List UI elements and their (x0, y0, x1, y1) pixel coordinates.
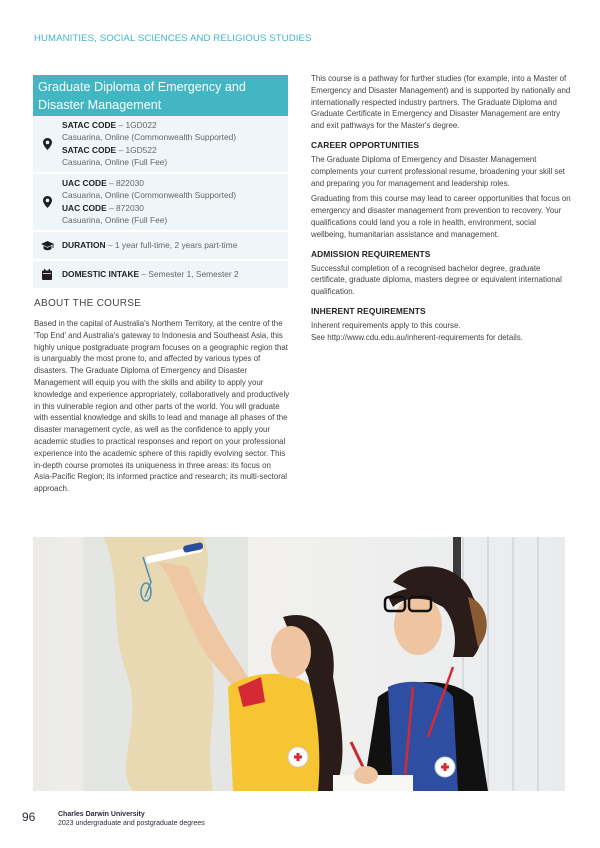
intake-row (33, 261, 288, 288)
duration-label: DURATION (62, 240, 106, 250)
separator: – (139, 269, 149, 279)
uac-codes-row (33, 174, 288, 230)
map-pin-icon (40, 195, 54, 209)
career-paragraph-1: The Graduate Diploma of Emergency and Disaster Management complements your current professional resume, broadening your skill set and preparing you for management and leadership roles. (311, 154, 565, 188)
uac-code: 822030 (115, 178, 144, 188)
about-heading: ABOUT THE COURSE (34, 298, 142, 309)
satac-entry-cs (62, 120, 236, 143)
satac-location: Casuarina, Online (Commonwealth Supported) (62, 132, 237, 142)
footer-publication: 2023 undergraduate and postgraduate degrees (58, 820, 205, 827)
satac-code: 1GD522 (125, 145, 157, 155)
career-heading: CAREER OPPORTUNITIES (311, 139, 420, 150)
inherent-line-2 (311, 332, 573, 344)
separator: – (106, 178, 116, 188)
satac-label: SATAC CODE (62, 145, 117, 155)
uac-label: UAC CODE (62, 203, 107, 213)
admission-paragraph: Successful completion of a recognised bachelor degree, graduate certificate, graduate diploma, masters degree or equivalent international qualification. (311, 263, 562, 297)
satac-code: 1GD022 (125, 120, 157, 130)
inherent-line-1: Inherent requirements apply to this course. (311, 320, 461, 330)
uac-entry-ff (62, 203, 236, 226)
inherent-suffix: for details. (484, 332, 523, 342)
uac-code: 872030 (115, 203, 144, 213)
course-title: Graduate Diploma of Emergency and Disaster Management (33, 75, 288, 116)
satac-codes-row (33, 116, 288, 172)
satac-entry-ff (62, 145, 236, 168)
photo-illustration (33, 537, 565, 791)
uac-location: Casuarina, Online (Commonwealth Supported) (62, 190, 237, 200)
section-title: HUMANITIES, SOCIAL SCIENCES AND RELIGIOUS STUDIES (34, 33, 312, 44)
calendar-icon (40, 268, 54, 282)
volunteers-photo (33, 537, 565, 791)
intro-paragraph: This course is a pathway for further studies (for example, into a Master of Emergency and Disaster Management) and is supported by nationally and internationally respected industry partners. The Graduate Diploma and Graduate Certificate in Emergency and Disaster Management are entry and exit pathways for the Master's degree. (311, 74, 571, 131)
uac-location: Casuarina, Online (Full Fee) (62, 215, 168, 225)
duration-row (33, 232, 288, 259)
inherent-prefix: See (311, 332, 328, 342)
separator: – (106, 203, 116, 213)
course-info-panel (33, 75, 288, 288)
page-number: 96 (22, 810, 36, 824)
graduation-cap-icon (40, 239, 54, 253)
about-body: Based in the capital of Australia's Northern Territory, at the centre of the 'Top End' and Australia's gateway to Indonesia and Southeast Asia, this highly unique postgraduate program focuses on a geographic region that is unarguably the most prone to, and affected by various types of disasters. The Graduate Diploma of Emergency and Disaster Management will equip you with the skills and ability to apply your knowledge and experience appropriately, collaboratively and productively in this vulnerable region and other parts of the world. You will graduate with essential knowledge and skills to lead and manage all phases of the disaster management cycle, as well as the confidence to apply your academic studies to practical responses and report on your professional experience into the academic sphere of this rapidly evolving sector. This in-depth course promotes its uniqueness in three areas: its focus on Asia-Pacific Region; its informed practice and research; its multi-sectoral approach. (34, 319, 290, 494)
satac-label: SATAC CODE (62, 120, 117, 130)
right-column (311, 73, 573, 344)
intake-value: Semester 1, Semester 2 (148, 269, 239, 279)
satac-location: Casuarina, Online (Full Fee) (62, 157, 168, 167)
duration-value: 1 year full-time, 2 years part-time (114, 240, 238, 250)
admission-heading: ADMISSION REQUIREMENTS (311, 248, 431, 259)
footer-university: Charles Darwin University (58, 811, 145, 818)
inherent-heading: INHERENT REQUIREMENTS (311, 305, 426, 316)
inherent-requirements-link[interactable]: http://www.cdu.edu.au/inherent-requirements (327, 332, 485, 342)
uac-label: UAC CODE (62, 178, 107, 188)
separator: – (116, 145, 126, 155)
career-paragraph-2: Graduating from this course may lead to career opportunities that focus on emergency and disaster management from prevention to recovery. Your qualifications could land you a role in health, environment, social wellbeing, humanitarian assistance and management. (311, 194, 571, 239)
footer-text (58, 810, 205, 828)
intake-label: DOMESTIC INTAKE (62, 269, 140, 279)
map-pin-icon (40, 137, 54, 151)
uac-entry-cs (62, 178, 236, 201)
separator: – (105, 240, 115, 250)
separator: – (116, 120, 126, 130)
